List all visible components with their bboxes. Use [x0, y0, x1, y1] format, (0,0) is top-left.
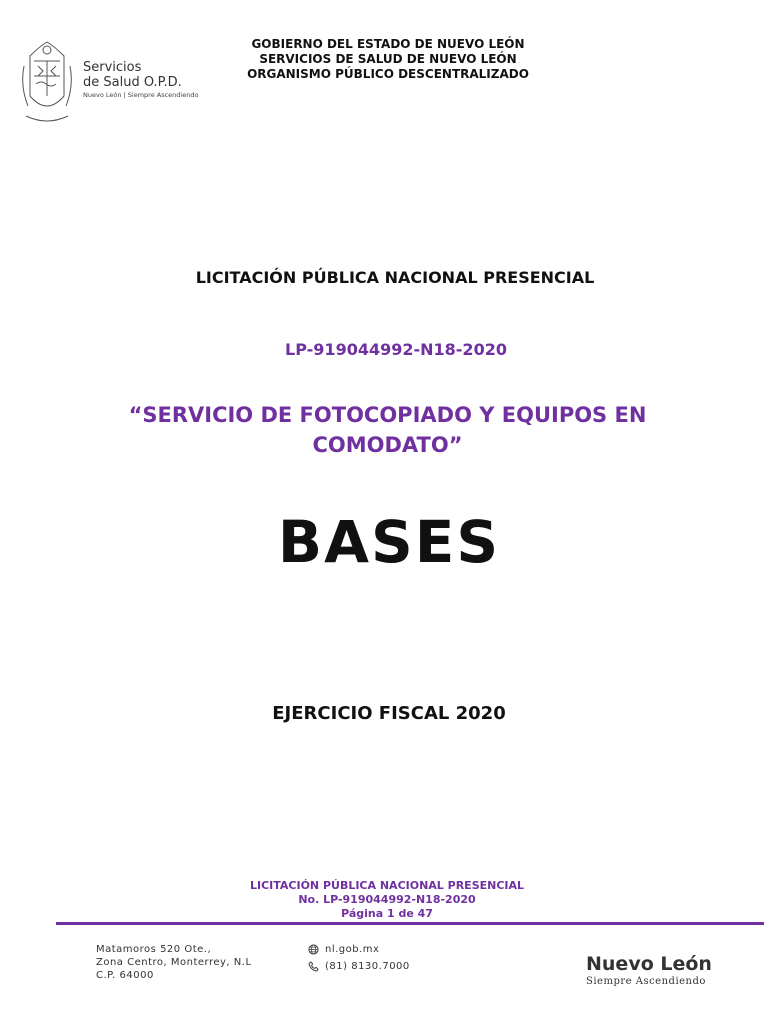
service-title-line2: COMODATO”	[312, 433, 463, 457]
logo-tagline: Nuevo León | Siempre Ascendiendo	[83, 91, 199, 99]
logo-name-line2: de Salud O.P.D.	[83, 75, 182, 90]
fiscal-year: EJERCICIO FISCAL 2020	[272, 703, 506, 724]
page-number: Página 1 de 47	[341, 907, 433, 920]
document-header	[0, 37, 770, 82]
header-line-2: SERVICIOS DE SALUD DE NUEVO LEÓN	[259, 52, 517, 66]
phone-icon	[308, 961, 319, 972]
nuevo-leon-brand: Nuevo León	[586, 953, 712, 975]
page-footer	[0, 879, 770, 921]
address-block	[96, 943, 252, 982]
tender-code: LP-919044992-N18-2020	[285, 340, 507, 359]
address-line1: Matamoros 520 Ote.,	[96, 944, 212, 955]
globe-icon	[308, 944, 319, 955]
footer-divider	[56, 922, 764, 925]
address-line2: Zona Centro, Monterrey, N.L	[96, 957, 252, 968]
phone-row	[308, 961, 410, 972]
nuevo-leon-tagline: Siempre Ascendiendo	[586, 976, 706, 987]
service-title	[80, 400, 695, 460]
website-row	[308, 944, 379, 955]
footer-line2: No. LP-919044992-N18-2020	[298, 893, 476, 906]
footer-line1: LICITACIÓN PÚBLICA NACIONAL PRESENCIAL	[249, 879, 525, 892]
website-link[interactable]: nl.gob.mx	[325, 944, 380, 955]
header-line-3: ORGANISMO PÚBLICO DESCENTRALIZADO	[247, 67, 529, 81]
phone-number: (81) 8130.7000	[325, 961, 410, 972]
logo-name-line1: Servicios	[83, 60, 142, 75]
header-line-1: GOBIERNO DEL ESTADO DE NUEVO LEÓN	[251, 37, 525, 51]
service-title-line1: “SERVICIO DE FOTOCOPIADO Y EQUIPOS EN	[128, 403, 647, 427]
address-line3: C.P. 64000	[96, 970, 154, 981]
bases-heading: BASES	[277, 508, 501, 576]
tender-title: LICITACIÓN PÚBLICA NACIONAL PRESENCIAL	[195, 268, 595, 287]
